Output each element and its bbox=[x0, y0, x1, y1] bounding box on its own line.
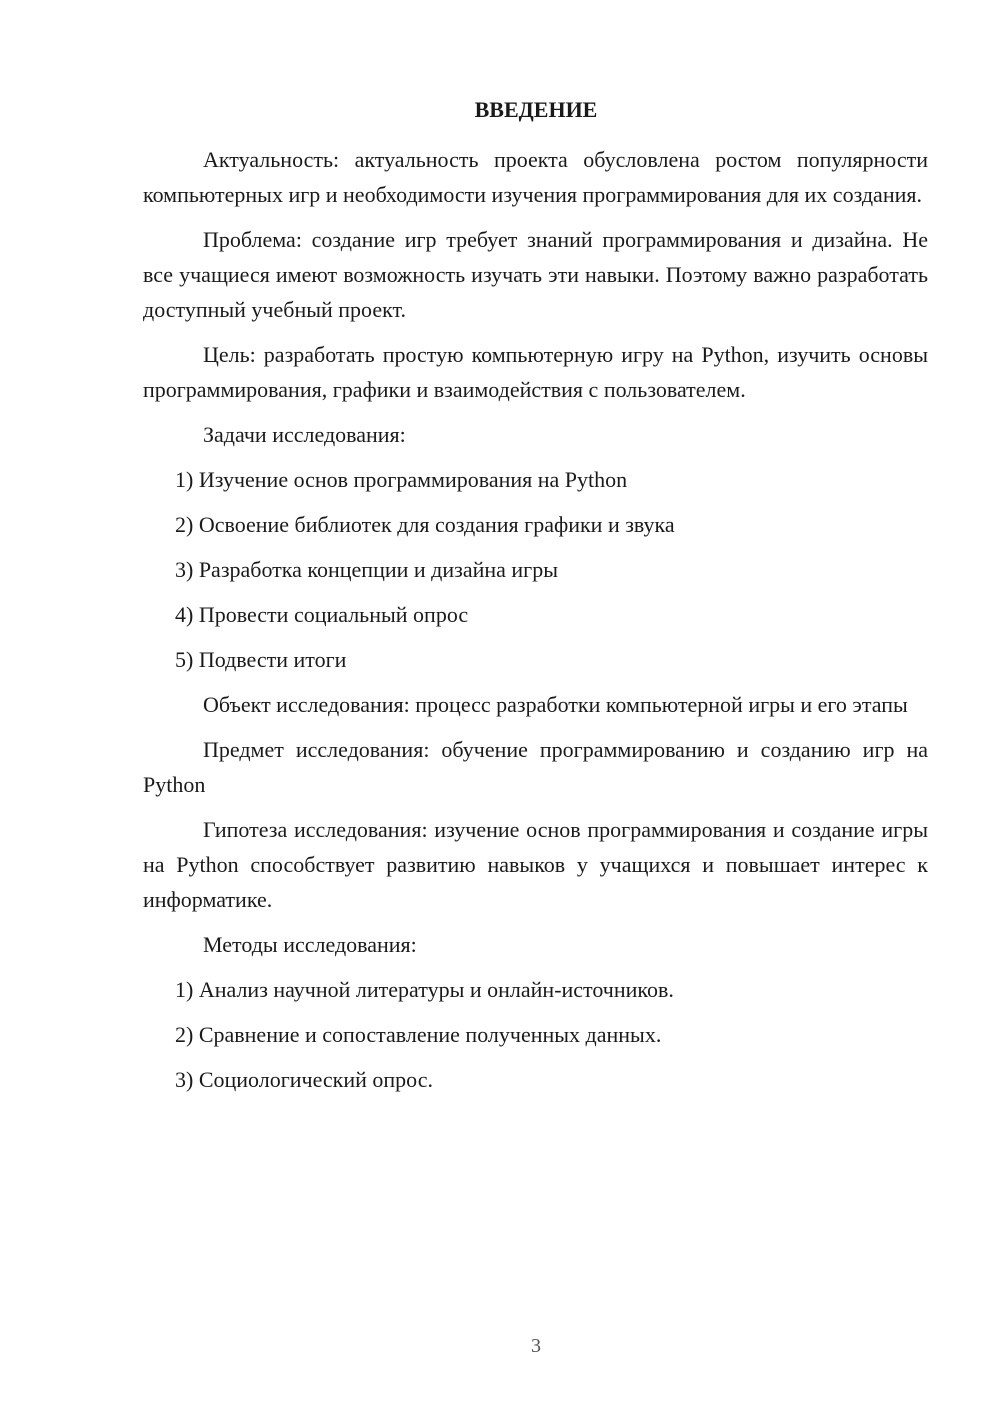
task-item: 5) Подвести итоги bbox=[175, 647, 347, 672]
task-item: 4) Провести социальный опрос bbox=[175, 602, 469, 627]
object-paragraph: Объект исследования: процесс разработки компьютерной игры и его этапы bbox=[203, 692, 908, 717]
hypothesis-paragraph: Гипотеза исследования: изучение основ программирования и создание игры на Python способствует развитию навыков у учащихся и повышает интерес к информатике. bbox=[143, 817, 928, 912]
tasks-heading: Задачи исследования: bbox=[203, 422, 406, 447]
document-body bbox=[143, 142, 928, 1107]
task-item: 2) Освоение библиотек для создания графики и звука bbox=[175, 512, 675, 537]
method-item: 2) Сравнение и сопоставление полученных данных. bbox=[175, 1022, 662, 1047]
goal-paragraph: Цель: разработать простую компьютерную игру на Python, изучить основы программирования, графики и взаимодействия с пользователем. bbox=[143, 342, 928, 402]
relevance-paragraph: Актуальность: актуальность проекта обусловлена ростом популярности компьютерных игр и необходимости изучения программирования для их создания. bbox=[143, 147, 928, 207]
method-item: 3) Социологический опрос. bbox=[175, 1067, 433, 1092]
page-title: ВВЕДЕНИЕ bbox=[474, 97, 598, 122]
methods-list bbox=[143, 972, 928, 1097]
methods-heading: Методы исследования: bbox=[203, 932, 417, 957]
subject-paragraph: Предмет исследования: обучение программированию и созданию игр на Python bbox=[143, 737, 928, 797]
tasks-list bbox=[143, 462, 928, 677]
task-item: 1) Изучение основ программирования на Python bbox=[175, 467, 628, 492]
problem-paragraph: Проблема: создание игр требует знаний программирования и дизайна. Не все учащиеся имеют возможность изучать эти навыки. Поэтому важно разработать доступный учебный проект. bbox=[143, 227, 928, 322]
page-number: 3 bbox=[531, 1335, 541, 1357]
task-item: 3) Разработка концепции и дизайна игры bbox=[175, 557, 558, 582]
method-item: 1) Анализ научной литературы и онлайн-источников. bbox=[175, 977, 674, 1002]
